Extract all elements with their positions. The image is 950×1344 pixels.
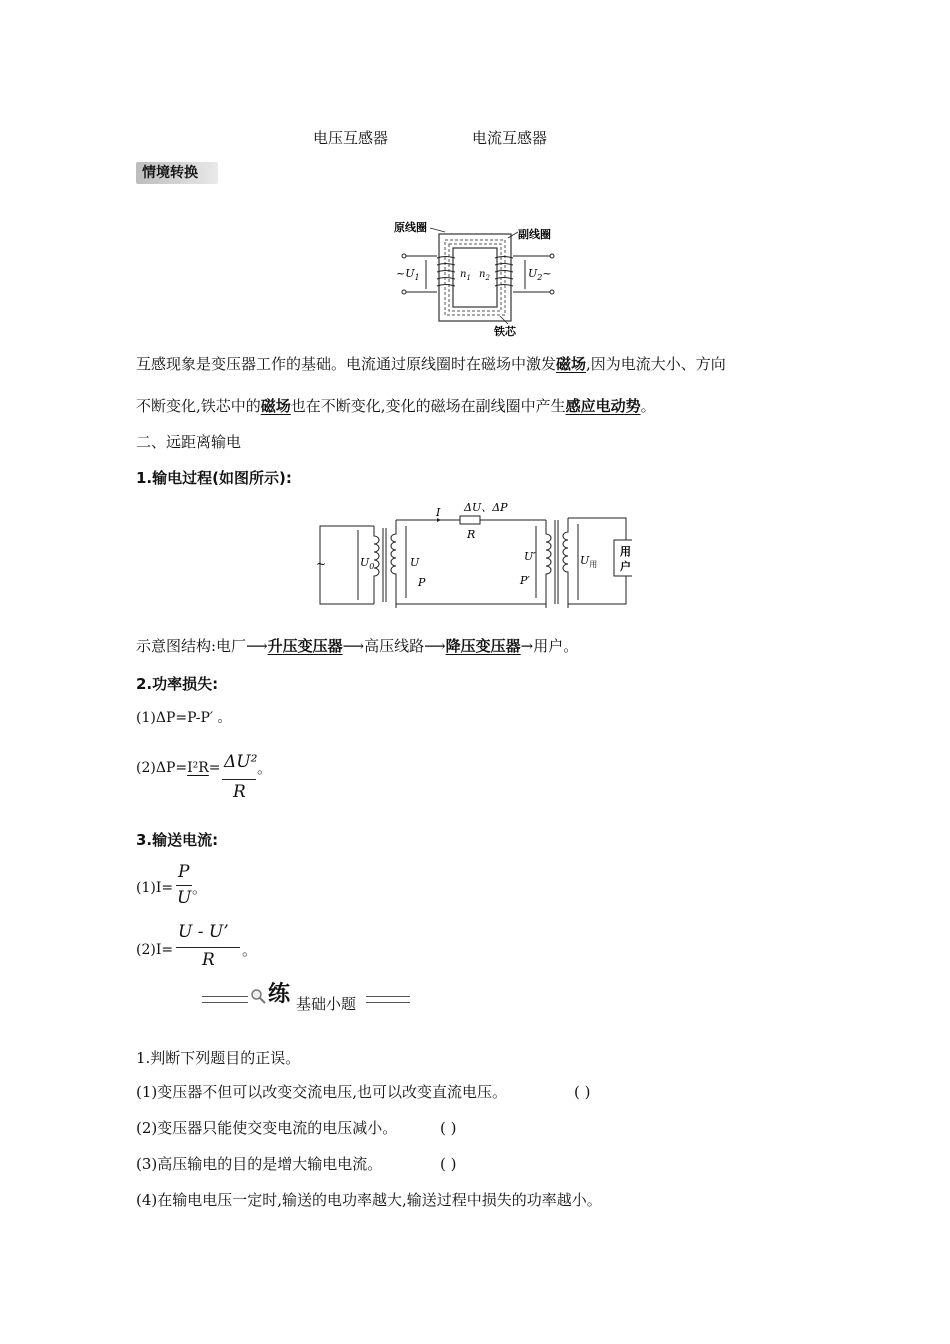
secondary-coil-label: 副线圈 — [518, 228, 551, 241]
current-formula-1-prefix: (1)I= — [136, 880, 174, 896]
p-prime-label: P′ — [520, 574, 530, 587]
magnifier-icon — [250, 988, 266, 1004]
transformer-diagram — [390, 218, 570, 340]
scenario-banner: 情境转换 — [136, 162, 218, 184]
step-down-transformer: 降压变压器 — [445, 637, 521, 655]
keyword-magnetic-field: 磁场 — [556, 355, 587, 373]
question-4: (4)在输电电压一定时,输送的电功率越大,输送过程中损失的功率越小。 — [136, 1191, 602, 1209]
u0-label: $U_0$ — [360, 556, 375, 571]
arrow-right-icon: ⟶ — [246, 637, 268, 655]
section-title: 二、远距离输电 — [136, 433, 242, 451]
user-label-top: 用 — [620, 545, 631, 558]
u2-label: $U_2\sim$ — [528, 267, 552, 282]
transmission-diagram — [316, 498, 632, 608]
structure-line: 示意图结构:电厂⟶升压变压器⟶高压线路⟶降压变压器→用户。 — [136, 637, 579, 655]
i2r-term: I²R — [187, 760, 209, 776]
u1-label: $\sim U_1$ — [396, 267, 420, 282]
keyword-magnetic-field-2: 磁场 — [260, 397, 291, 415]
practice-char: 练 — [268, 982, 291, 1007]
n2-label: $n_2$ — [479, 269, 490, 282]
item3-title: 3.输送电流: — [136, 831, 219, 849]
divider-left — [202, 996, 248, 1003]
primary-coil-label: 原线圈 — [394, 221, 427, 234]
item1-title: 1.输电过程(如图所示): — [136, 469, 292, 487]
questions-intro: 1.判断下列题目的正误。 — [136, 1049, 301, 1067]
power-loss-formula-1: (1)ΔP=P-P′ 。 — [136, 710, 232, 726]
current-transformer-label: 电流互感器 — [472, 129, 548, 147]
question-1: (1)变压器不但可以改变交流电压,也可以改变直流电压。 — [136, 1083, 508, 1101]
item2-title: 2.功率损失: — [136, 675, 219, 693]
p-label: P — [418, 576, 426, 589]
loss-label: ΔU、ΔP — [464, 501, 508, 514]
current-formula-1-end: 。 — [192, 879, 208, 897]
step-up-transformer: 升压变压器 — [267, 637, 343, 655]
question-3-blank[interactable]: ( ) — [440, 1155, 457, 1173]
arrow-right-icon: → — [520, 637, 534, 655]
practice-title: 基础小题 — [296, 995, 357, 1013]
u-use-label: $U_用$ — [580, 554, 598, 569]
ac-source-label: ~ — [316, 557, 327, 571]
formula2-end: 。 — [257, 759, 273, 777]
resistor-label: R — [467, 528, 476, 541]
arrow-right-icon: ⟶ — [424, 637, 446, 655]
para1-line1: 互感现象是变压器工作的基础。电流通过原线圈时在磁场中激发磁场,因为电流大小、方向 — [136, 355, 726, 373]
keyword-induced-emf: 感应电动势 — [565, 397, 641, 415]
voltage-transformer-label: 电压互感器 — [313, 129, 389, 147]
u-label: U — [410, 556, 420, 569]
arrow-right-icon: ⟶ — [342, 637, 365, 655]
n1-label: $n_1$ — [460, 269, 471, 282]
current-label: I — [436, 506, 441, 519]
question-3: (3)高压输电的目的是增大输电电流。 — [136, 1155, 383, 1173]
power-loss-formula-2: (2)ΔP=I²R= — [136, 760, 221, 776]
para1-line2: 不断变化,铁芯中的磁场也在不断变化,变化的磁场在副线圈中产生感应电动势。 — [136, 397, 656, 415]
question-2-blank[interactable]: ( ) — [440, 1119, 457, 1137]
iron-core-label: 铁芯 — [494, 325, 516, 338]
current-formula-2-end: 。 — [242, 941, 258, 959]
current-formula-2-prefix: (2)I= — [136, 942, 174, 958]
u-prime-label: U′ — [524, 550, 536, 563]
divider-right — [366, 996, 410, 1003]
user-label-bottom: 户 — [620, 560, 631, 573]
question-1-blank[interactable]: ( ) — [574, 1083, 591, 1101]
question-2: (2)变压器只能使交变电流的电压减小。 — [136, 1119, 398, 1137]
